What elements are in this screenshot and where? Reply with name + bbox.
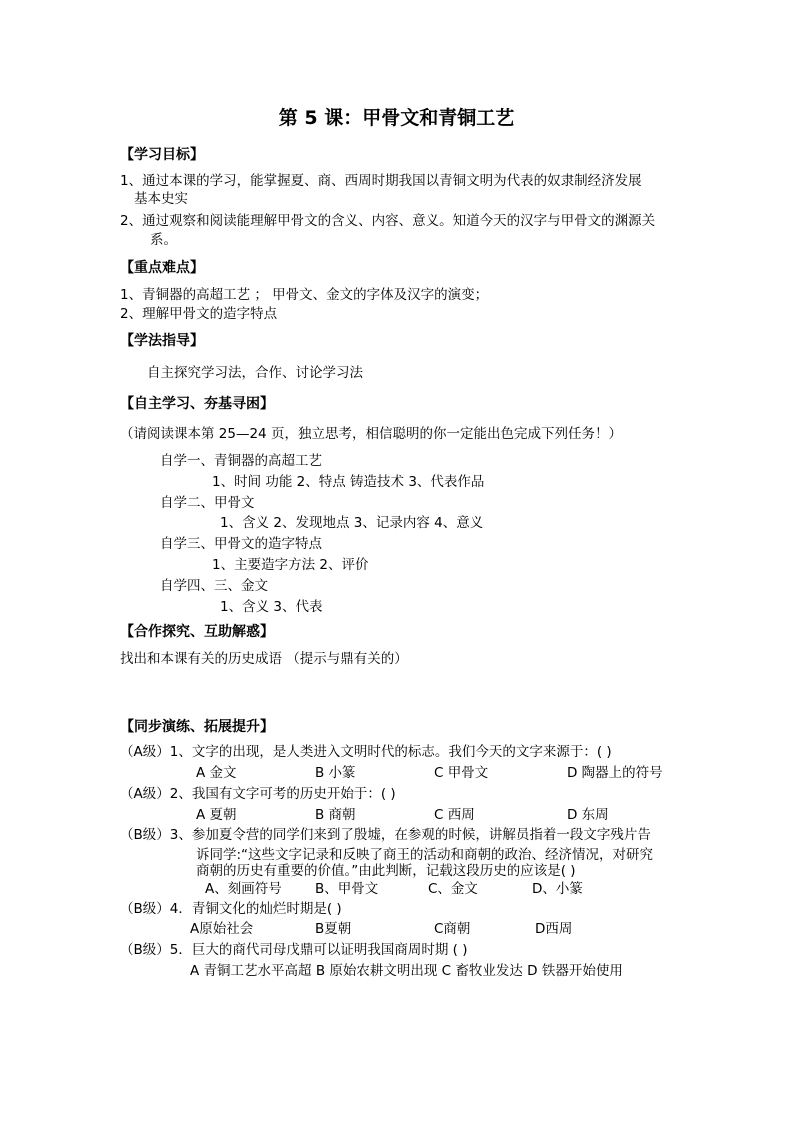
section-coop: 【合作探究、互助解惑】	[120, 624, 274, 640]
self-study-2-items: 1、含义 2、发现地点 3、记录内容 4、意义	[220, 515, 484, 531]
question-2: （A级）2、我国有文字可考的历史开始于：( )	[120, 786, 396, 802]
lesson-title: 第 5 课：甲骨文和青铜工艺	[278, 107, 515, 129]
self-study-3-items: 1、主要造字方法 2、评价	[212, 557, 369, 573]
q2-option-c: C 西周	[434, 807, 475, 823]
self-study-4: 自学四、三、金文	[160, 578, 268, 594]
section-goals: 【学习目标】	[120, 147, 204, 163]
q2-option-d: D 东周	[567, 807, 609, 823]
question-3-line-3: 商朝的历史有重要的价值。”由此判断，记载这段历史的应该是( )	[196, 863, 576, 879]
q2-option-b: B 商朝	[315, 807, 356, 823]
section-key-points: 【重点难点】	[120, 260, 204, 276]
goal-1-line-2: 基本史实	[134, 191, 188, 207]
q4-option-a: A原始社会	[190, 921, 254, 937]
q4-option-b: B夏朝	[315, 921, 352, 937]
key-point-1: 1、青铜器的高超工艺 ； 甲骨文、金文的字体及汉字的演变；	[120, 287, 489, 303]
q1-option-b: B 小篆	[315, 765, 356, 781]
goal-2-line-1: 2、通过观察和阅读能理解甲骨文的含义、内容、意义。知道今天的汉字与甲骨文的渊源关	[120, 213, 656, 229]
q3-option-a: A、刻画符号	[205, 881, 282, 897]
question-4: （B级）4．青铜文化的灿烂时期是( )	[120, 901, 342, 917]
section-practice: 【同步演练、拓展提升】	[120, 719, 274, 735]
q5-options: A 青铜工艺水平高超 B 原始农耕文明出现 C 畜牧业发达 D 铁器开始使用	[190, 963, 623, 979]
q1-option-c: C 甲骨文	[434, 765, 489, 781]
question-3-line-1: （B级）3、参加夏令营的同学们来到了殷墟，在参观的时候，讲解员指着一段文字残片告	[120, 827, 651, 843]
q3-option-b: B、甲骨文	[315, 881, 379, 897]
question-3-line-2: 诉同学:“这些文字记录和反映了商王的活动和商朝的政治、经济情况，对研究	[196, 847, 654, 863]
q3-option-d: D、小篆	[532, 881, 583, 897]
self-study-3: 自学三、甲骨文的造字特点	[160, 536, 322, 552]
self-study-1: 自学一、青铜器的高超工艺	[160, 453, 322, 469]
self-study-1-items: 1、时间 功能 2、特点 铸造技术 3、代表作品	[212, 474, 485, 490]
self-study-intro: （请阅读课本第 25—24 页，独立思考，相信聪明的你一定能出色完成下列任务！）	[120, 426, 622, 442]
self-study-4-items: 1、含义 3、代表	[220, 599, 323, 615]
q3-option-c: C、金文	[428, 881, 478, 897]
q1-option-a: A 金文	[196, 765, 237, 781]
self-study-2: 自学二、甲骨文	[160, 495, 255, 511]
question-1: （A级）1、文字的出现，是人类进入文明时代的标志。我们今天的文字来源于：( )	[120, 744, 612, 760]
q4-option-d: D西周	[535, 921, 573, 937]
section-self-study: 【自主学习、夯基寻困】	[120, 396, 274, 412]
key-point-2: 2、理解甲骨文的造字特点	[120, 306, 278, 322]
q2-option-a: A 夏朝	[196, 807, 237, 823]
method-text: 自主探究学习法，合作、讨论学习法	[147, 365, 363, 381]
goal-2-line-2: 系。	[150, 232, 177, 248]
q1-option-d: D 陶器上的符号	[567, 765, 663, 781]
q4-option-c: C商朝	[434, 921, 471, 937]
question-5: （B级）5．巨大的商代司母戊鼎可以证明我国商周时期 ( )	[120, 942, 468, 958]
coop-text: 找出和本课有关的历史成语 （提示与鼎有关的）	[120, 651, 408, 667]
section-method: 【学法指导】	[120, 333, 204, 349]
goal-1-line-1: 1、通过本课的学习，能掌握夏、商、西周时期我国以青铜文明为代表的奴隶制经济发展	[120, 173, 642, 189]
